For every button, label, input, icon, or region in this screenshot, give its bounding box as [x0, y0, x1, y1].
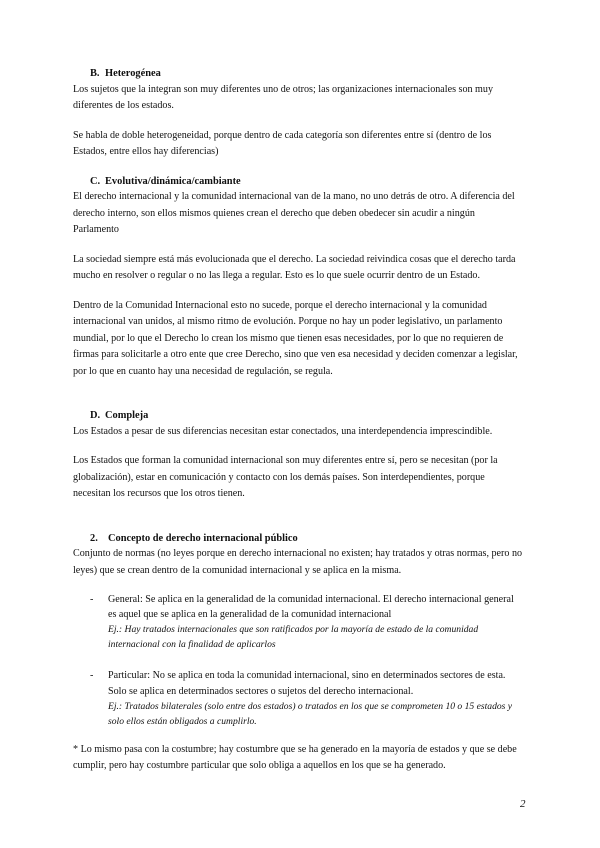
page-content [73, 66, 523, 775]
section-title: Heterogénea [105, 68, 161, 79]
section-label: C. [90, 175, 101, 187]
paragraph: Se habla de doble heterogeneidad, porque dentro de cada categoría son diferentes entre sí (dentro de los Estados, entre ellos hay diferencias) [73, 129, 492, 157]
page-number: 2 [520, 798, 526, 810]
paragraph: La sociedad siempre está más evolucionada que el derecho. La sociedad reivindica cosas que el derecho tarda mucho en resolver o regular o no las llega a regular. Esto es lo que suele ocurrir dentro de un Estado. [73, 253, 516, 281]
paragraph: Los Estados que forman la comunidad internacional son muy diferentes entre sí, pero se necesitan (por la globalización), estar en comunicación y contacto con los demás países. Son interdependientes, porque necesitan los recursos que los otros tienen. [73, 455, 498, 499]
section-title: Concepto de derecho internacional público [108, 532, 298, 544]
list-item-example: Ej.: Hay tratados internacionales que son ratificados por la mayoría de estado de la comunidad internacional con la finalidad de aplicarlos [108, 624, 479, 651]
list-item-example: Ej.: Tratados bilaterales (solo entre dos estados) o tratados en los que se comprometen 10 o 15 estados y solo ellos están obligados a cumplirlo. [108, 700, 513, 727]
section-label: 2. [90, 532, 98, 544]
section-heading-2 [73, 531, 523, 547]
paragraph: Los Estados a pesar de sus diferencias necesitan estar conectados, una interdependencia imprescindible. [73, 425, 493, 437]
list-dash: - [90, 594, 94, 605]
paragraph: Dentro de la Comunidad Internacional esto no sucede, porque el derecho internacional y la comunidad internacional van unidos, al mismo ritmo de evolución. Porque no hay un poder legislativo, un parlamento mundial, por lo que el Derecho lo crean los mismo que tienen esas necesidades, por lo que no requieren de firmas para solicitarle a otro ente que cree Derecho, sino que ven esa necesidad y deciden comenzar a legislar, por lo que en cuanto hay una necesidad de regulación, se regula. [73, 299, 518, 377]
section-heading-c [73, 174, 523, 190]
list-item [73, 592, 523, 652]
section-title: Compleja [105, 410, 149, 421]
list-item-text: General: Se aplica en la generalidad de la comunidad internacional. El derecho internacional general es aquel que se aplica en la generalidad de la comunidad internacional [108, 594, 514, 621]
list-dash: - [90, 670, 94, 682]
paragraph: Conjunto de normas (no leyes porque en derecho internacional no existen; hay tratados y otras normas, pero no leyes) que se crean dentro de la comunidad internacional y se aplica en la misma. [73, 548, 523, 576]
section-heading-b [73, 66, 523, 82]
section-title: Evolutiva/dinámica/cambiante [105, 175, 241, 187]
footnote: * Lo mismo pasa con la costumbre; hay costumbre que se ha generado en la mayoría de estados y que se debe cumplir, pero hay costumbre particular que solo obliga a aquellos en los que se ha generado. [73, 743, 517, 772]
paragraph: Los sujetos que la integran son muy diferentes uno de otros; las organizaciones internacionales son muy diferentes de los estados. [73, 83, 494, 111]
list-item [73, 668, 523, 728]
list-item-text: Particular: No se aplica en toda la comunidad internacional, sino en determinados sectores de esta. Solo se aplica en determinados sectores o sujetos del derecho internacional. [108, 670, 506, 697]
section-heading-d [73, 408, 523, 424]
paragraph: El derecho internacional y la comunidad internacional van de la mano, no uno detrás de otro. A diferencia del derecho interno, son ellos mismos quienes crean el derecho que deben obedecer sin acudir a ningún Parlamento [73, 191, 515, 235]
section-label: B. [90, 68, 100, 79]
definition-list [73, 592, 523, 729]
section-label: D. [90, 410, 101, 421]
